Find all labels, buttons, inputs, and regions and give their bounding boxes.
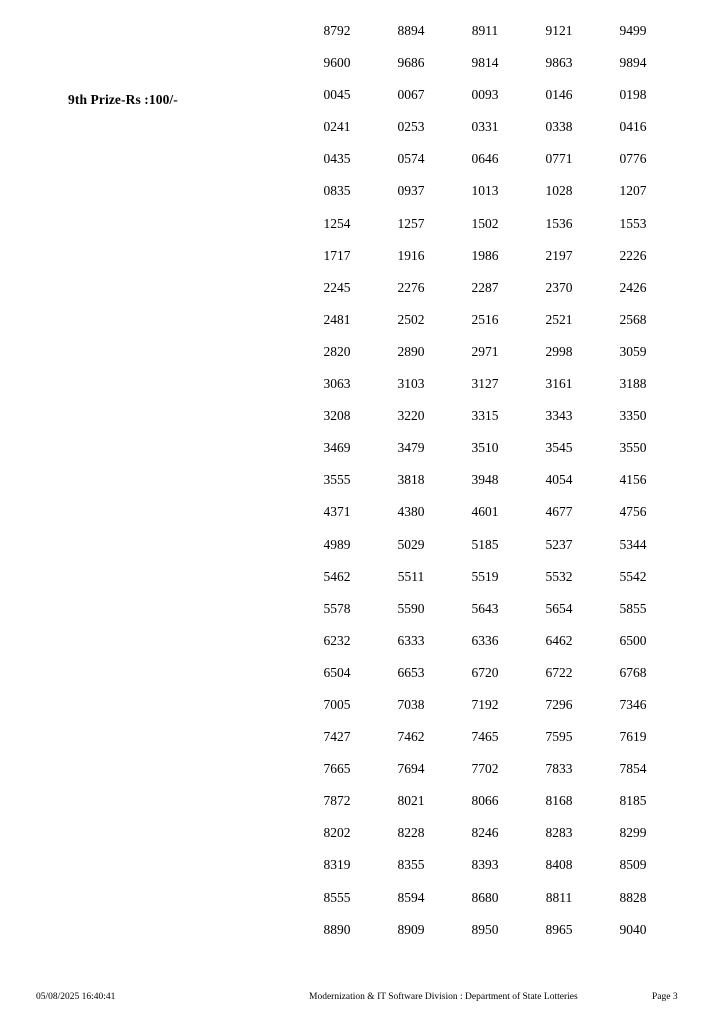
lottery-number: 5185	[471, 536, 499, 552]
lottery-number: 9894	[619, 55, 647, 71]
lottery-number: 5462	[323, 568, 351, 584]
lottery-number: 0416	[619, 119, 647, 135]
lottery-number: 1207	[619, 183, 647, 199]
lottery-number: 2971	[471, 343, 499, 359]
lottery-number: 0331	[471, 119, 499, 135]
lottery-number: 3063	[323, 376, 351, 392]
lottery-number: 8828	[619, 889, 647, 905]
lottery-number: 2516	[471, 311, 499, 327]
lottery-number: 8283	[545, 825, 573, 841]
lottery-number: 5511	[397, 568, 425, 584]
number-row	[300, 602, 670, 634]
lottery-number: 8909	[397, 921, 425, 937]
lottery-number: 7192	[471, 696, 499, 712]
lottery-number: 3161	[545, 376, 573, 392]
lottery-number: 4380	[397, 504, 425, 520]
lottery-number: 5590	[397, 600, 425, 616]
lottery-number: 3220	[397, 408, 425, 424]
number-row	[300, 891, 670, 923]
number-row	[300, 409, 670, 441]
lottery-number: 0067	[397, 87, 425, 103]
number-row	[300, 345, 670, 377]
lottery-number: 2370	[545, 279, 573, 295]
lottery-number: 8355	[397, 857, 425, 873]
lottery-number: 4371	[323, 504, 351, 520]
lottery-number: 8911	[471, 23, 499, 38]
lottery-number: 1254	[323, 215, 351, 231]
number-row	[300, 698, 670, 730]
lottery-number: 3315	[471, 408, 499, 424]
footer-department-text: Modernization & IT Software Division : Department of State Lotteries	[309, 992, 578, 1002]
lottery-number: 0198	[619, 87, 647, 103]
lottery-number: 6462	[545, 632, 573, 648]
lottery-number: 7465	[471, 729, 499, 745]
lottery-number: 0241	[323, 119, 351, 135]
lottery-number: 6500	[619, 632, 647, 648]
lottery-number: 1028	[545, 183, 573, 199]
lottery-number: 2521	[545, 311, 573, 327]
lottery-number: 2276	[397, 279, 425, 295]
number-row	[300, 281, 670, 313]
lottery-number: 0771	[545, 151, 573, 167]
lottery-number: 9121	[545, 23, 573, 38]
lottery-number: 9814	[471, 55, 499, 71]
lottery-number: 8890	[323, 921, 351, 937]
lottery-number: 2426	[619, 279, 647, 295]
winning-numbers-grid	[300, 24, 670, 955]
lottery-number: 8185	[619, 793, 647, 809]
lottery-number: 3103	[397, 376, 425, 392]
lottery-number: 8066	[471, 793, 499, 809]
lottery-number: 2502	[397, 311, 425, 327]
lottery-number: 3059	[619, 343, 647, 359]
lottery-number: 6504	[323, 664, 351, 680]
number-row	[300, 923, 670, 955]
number-row	[300, 730, 670, 762]
number-row	[300, 634, 670, 666]
lottery-number: 3469	[323, 440, 351, 456]
lottery-number: 8393	[471, 857, 499, 873]
lottery-number: 8894	[397, 23, 425, 38]
lottery-number: 1916	[397, 247, 425, 263]
lottery-number: 8792	[323, 23, 351, 38]
number-row	[300, 762, 670, 794]
number-row	[300, 249, 670, 281]
lottery-number: 6333	[397, 632, 425, 648]
lottery-number: 9040	[619, 921, 647, 937]
lottery-number: 8319	[323, 857, 351, 873]
lottery-number: 8680	[471, 889, 499, 905]
lottery-number: 7296	[545, 696, 573, 712]
lottery-number: 2820	[323, 343, 351, 359]
lottery-number: 7346	[619, 696, 647, 712]
lottery-number: 8408	[545, 857, 573, 873]
lottery-number: 7038	[397, 696, 425, 712]
lottery-number: 8509	[619, 857, 647, 873]
lottery-number: 0574	[397, 151, 425, 167]
lottery-number: 5344	[619, 536, 647, 552]
lottery-number: 0835	[323, 183, 351, 199]
footer-page-number: Page 3	[652, 992, 678, 1002]
lottery-number: 2245	[323, 279, 351, 295]
lottery-number: 0776	[619, 151, 647, 167]
number-row	[300, 377, 670, 409]
lottery-number: 1717	[323, 247, 351, 263]
lottery-number: 0338	[545, 119, 573, 135]
number-row	[300, 88, 670, 120]
lottery-number: 5237	[545, 536, 573, 552]
lottery-number: 8228	[397, 825, 425, 841]
lottery-number: 4989	[323, 536, 351, 552]
number-row	[300, 313, 670, 345]
lottery-number: 0937	[397, 183, 425, 199]
lottery-number: 9600	[323, 55, 351, 71]
page-footer	[0, 992, 724, 1008]
lottery-number: 4156	[619, 472, 647, 488]
lottery-number: 3188	[619, 376, 647, 392]
lottery-number: 7595	[545, 729, 573, 745]
lottery-number: 3948	[471, 472, 499, 488]
number-row	[300, 505, 670, 537]
lottery-number: 3479	[397, 440, 425, 456]
lottery-number: 1986	[471, 247, 499, 263]
lottery-number: 3818	[397, 472, 425, 488]
lottery-number: 3127	[471, 376, 499, 392]
lottery-number: 6232	[323, 632, 351, 648]
number-row	[300, 217, 670, 249]
lottery-number: 8965	[545, 921, 573, 937]
lottery-number: 2890	[397, 343, 425, 359]
lottery-number: 9686	[397, 55, 425, 71]
lottery-number: 7854	[619, 761, 647, 777]
number-row	[300, 794, 670, 826]
lottery-number: 0045	[323, 87, 351, 103]
lottery-number: 8594	[397, 889, 425, 905]
lottery-number: 5578	[323, 600, 351, 616]
lottery-number: 8811	[545, 889, 573, 905]
lottery-number: 1553	[619, 215, 647, 231]
number-row	[300, 184, 670, 216]
lottery-number: 0646	[471, 151, 499, 167]
prize-category-label: 9th Prize-Rs :100/-	[68, 92, 178, 107]
lottery-number: 8202	[323, 825, 351, 841]
lottery-number: 2226	[619, 247, 647, 263]
lottery-number: 5654	[545, 600, 573, 616]
lottery-number: 7619	[619, 729, 647, 745]
lottery-number: 2287	[471, 279, 499, 295]
lottery-number: 3350	[619, 408, 647, 424]
lottery-number: 8021	[397, 793, 425, 809]
lottery-number: 6720	[471, 664, 499, 680]
lottery-number: 7005	[323, 696, 351, 712]
lottery-number: 7462	[397, 729, 425, 745]
lottery-number: 5542	[619, 568, 647, 584]
lottery-number: 4756	[619, 504, 647, 520]
lottery-number: 1013	[471, 183, 499, 199]
lottery-number: 2197	[545, 247, 573, 263]
lottery-number: 8950	[471, 921, 499, 937]
lottery-number: 5519	[471, 568, 499, 584]
lottery-number: 3555	[323, 472, 351, 488]
lottery-number: 6768	[619, 664, 647, 680]
number-row	[300, 120, 670, 152]
lottery-number: 6653	[397, 664, 425, 680]
lottery-number: 8168	[545, 793, 573, 809]
number-row	[300, 56, 670, 88]
lottery-number: 6722	[545, 664, 573, 680]
lottery-number: 6336	[471, 632, 499, 648]
lottery-number: 4677	[545, 504, 573, 520]
lottery-number: 2481	[323, 311, 351, 327]
lottery-number: 2998	[545, 343, 573, 359]
lottery-number: 0253	[397, 119, 425, 135]
lottery-number: 0093	[471, 87, 499, 103]
lottery-number: 7694	[397, 761, 425, 777]
number-row	[300, 538, 670, 570]
lottery-number: 7665	[323, 761, 351, 777]
number-row	[300, 858, 670, 890]
lottery-number: 1502	[471, 215, 499, 231]
lottery-number: 9499	[619, 23, 647, 38]
number-row	[300, 826, 670, 858]
lottery-number: 4054	[545, 472, 573, 488]
lottery-number: 3550	[619, 440, 647, 456]
number-row	[300, 570, 670, 602]
lottery-number: 7833	[545, 761, 573, 777]
lottery-number: 8555	[323, 889, 351, 905]
number-row	[300, 152, 670, 184]
lottery-number: 3545	[545, 440, 573, 456]
lottery-number: 5643	[471, 600, 499, 616]
lottery-number: 3510	[471, 440, 499, 456]
lottery-number: 7702	[471, 761, 499, 777]
number-row	[300, 441, 670, 473]
number-row	[300, 24, 670, 56]
lottery-number: 7872	[323, 793, 351, 809]
lottery-number: 3208	[323, 408, 351, 424]
number-row	[300, 473, 670, 505]
lottery-number: 9863	[545, 55, 573, 71]
lottery-number: 3343	[545, 408, 573, 424]
lottery-number: 2568	[619, 311, 647, 327]
lottery-number: 4601	[471, 504, 499, 520]
lottery-number: 1257	[397, 215, 425, 231]
lottery-number: 5532	[545, 568, 573, 584]
lottery-number: 1536	[545, 215, 573, 231]
footer-timestamp: 05/08/2025 16:40:41	[36, 992, 116, 1002]
lottery-number: 8299	[619, 825, 647, 841]
lottery-number: 7427	[323, 729, 351, 745]
lottery-number: 8246	[471, 825, 499, 841]
number-row	[300, 666, 670, 698]
lottery-number: 5855	[619, 600, 647, 616]
lottery-number: 0435	[323, 151, 351, 167]
lottery-number: 0146	[545, 87, 573, 103]
lottery-number: 5029	[397, 536, 425, 552]
